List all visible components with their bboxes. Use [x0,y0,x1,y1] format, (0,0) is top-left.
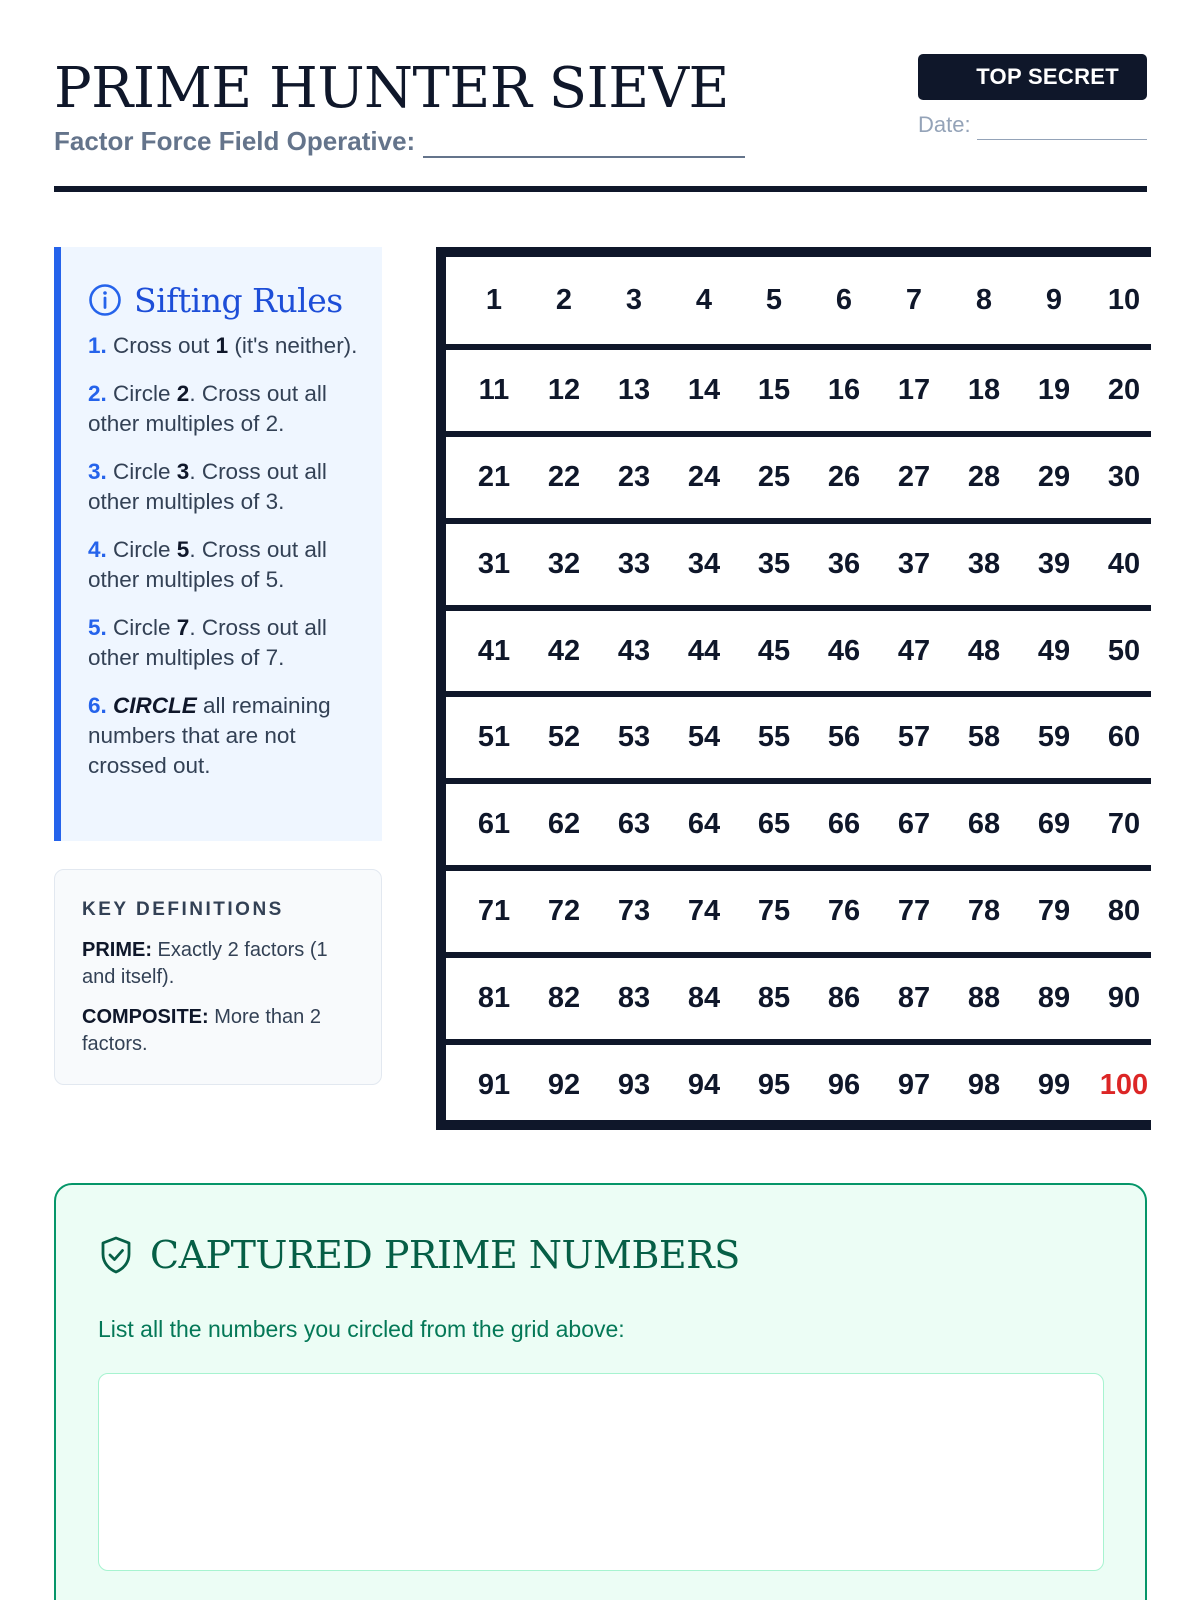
grid-number-cell[interactable]: 52 [547,721,581,754]
grid-number-cell[interactable]: 98 [967,1068,1001,1101]
rule-item [88,691,362,781]
grid-number-cell[interactable]: 37 [897,547,931,580]
date-label: Date: [918,112,971,137]
grid-number-cell[interactable]: 72 [547,895,581,928]
sifting-rules-header [88,275,362,325]
grid-number-cell[interactable]: 88 [967,982,1001,1015]
grid-number-cell[interactable]: 17 [897,373,931,406]
grid-number-cell[interactable]: 62 [547,808,581,841]
grid-number-cell[interactable]: 35 [757,547,791,580]
grid-number-cell[interactable]: 49 [1037,634,1071,667]
grid-row [446,865,1151,952]
rule-item [88,331,362,361]
grid-number-cell[interactable]: 19 [1037,373,1071,406]
rule-emphasis: CIRCLE [113,693,197,718]
grid-number-cell[interactable]: 92 [547,1068,581,1101]
rule-text: . Cross out all other multiples of 3. [88,459,327,514]
captured-primes-header [98,1227,1103,1283]
grid-number-cell[interactable]: 11 [478,373,510,406]
grid-number-cell[interactable]: 3 [625,283,643,316]
grid-row [446,344,1151,431]
grid-number-cell[interactable]: 56 [827,721,861,754]
grid-number-cell[interactable]: 83 [617,982,651,1015]
info-icon [88,283,122,317]
grid-number-cell[interactable]: 99 [1037,1068,1071,1101]
date-blank[interactable] [977,120,1147,140]
rule-text: . Cross out all other multiples of 2. [88,381,327,436]
grid-number-cell[interactable]: 73 [617,895,651,928]
sifting-rules-title: Sifting Rules [134,280,343,320]
rule-number: 5. [88,615,107,640]
composite-definition [82,1004,355,1058]
grid-number-cell[interactable]: 69 [1037,808,1071,841]
grid-number-cell[interactable]: 84 [687,982,721,1015]
composite-term: COMPOSITE: [82,1006,209,1028]
grid-row [446,431,1151,518]
grid-number-cell[interactable]: 40 [1107,547,1141,580]
grid-number-cell[interactable]: 16 [827,373,861,406]
grid-number-cell[interactable]: 9 [1045,283,1063,316]
composite-text: More than 2 factors. [82,1006,321,1055]
prime-answer-box[interactable] [98,1373,1104,1571]
grid-number-cell[interactable]: 5 [765,283,783,316]
rule-number: 6. [88,693,107,718]
grid-row [446,1039,1151,1126]
rule-text: (it's neither). [228,333,358,358]
prime-term: PRIME: [82,939,152,961]
grid-number-cell[interactable]: 91 [477,1068,511,1101]
grid-number-cell[interactable]: 54 [687,721,721,754]
grid-number-cell[interactable]: 25 [757,460,791,493]
grid-number-cell[interactable]: 59 [1037,721,1071,754]
grid-number-cell[interactable]: 44 [687,634,721,667]
grid-number-cell[interactable]: 24 [687,460,721,493]
grid-row [446,691,1151,778]
grid-number-cell[interactable]: 90 [1107,982,1141,1015]
grid-number-cell[interactable]: 70 [1107,808,1141,841]
grid-number-cell[interactable]: 14 [687,373,721,406]
operative-name-line [54,124,745,158]
grid-number-cell[interactable]: 86 [827,982,861,1015]
grid-number-cell[interactable]: 82 [547,982,581,1015]
top-secret-badge: TOP SECRET [918,54,1147,100]
grid-number-cell[interactable]: 41 [477,634,511,667]
rule-text: Circle [113,459,177,484]
date-line [918,110,1147,140]
prime-text: Exactly 2 factors (1 and itself). [82,939,328,988]
operative-name-blank[interactable] [423,134,745,158]
grid-number-cell[interactable]: 38 [967,547,1001,580]
sifting-rules-list [88,331,362,781]
grid-number-cell[interactable]: 32 [547,547,581,580]
grid-row [446,778,1151,865]
grid-number-cell[interactable]: 15 [757,373,791,406]
rule-number: 4. [88,537,107,562]
grid-number-cell[interactable]: 45 [757,634,791,667]
grid-number-cell[interactable]: 20 [1107,373,1141,406]
grid-number-cell[interactable]: 89 [1037,982,1071,1015]
grid-number-cell[interactable]: 7 [905,283,923,316]
grid-number-cell[interactable]: 78 [967,895,1001,928]
grid-number-cell[interactable]: 36 [827,547,861,580]
grid-number-cell[interactable]: 18 [967,373,1001,406]
grid-number-cell[interactable]: 85 [757,982,791,1015]
grid-number-cell[interactable]: 27 [897,460,931,493]
header-divider [54,186,1147,192]
rule-bold-number: 1 [215,333,229,358]
grid-number-cell[interactable]: 67 [897,808,931,841]
grid-row [446,257,1151,344]
key-definitions-panel [54,869,382,1085]
grid-number-cell[interactable]: 47 [897,634,931,667]
grid-number-cell[interactable]: 42 [547,634,581,667]
rule-item [88,535,362,595]
grid-number-cell[interactable]: 4 [695,283,713,316]
captured-primes-instruction: List all the numbers you circled from the grid above: [98,1316,625,1342]
operative-label: Factor Force Field Operative: [54,126,416,156]
grid-number-cell[interactable]: 39 [1037,547,1071,580]
grid-number-cell[interactable]: 87 [897,982,931,1015]
rule-text: Circle [113,381,177,406]
grid-number-cell[interactable]: 29 [1037,460,1071,493]
grid-number-cell[interactable]: 64 [687,808,721,841]
rule-item [88,379,362,439]
grid-number-cell[interactable]: 77 [897,895,931,928]
rule-text: . Cross out all other multiples of 7. [88,615,327,670]
grid-row [446,952,1151,1039]
grid-number-cell[interactable]: 2 [555,283,573,316]
grid-number-cell[interactable]: 46 [827,634,861,667]
page-title: PRIME HUNTER SIEVE [54,56,729,121]
grid-number-cell[interactable]: 30 [1107,460,1141,493]
grid-number-cell[interactable]: 21 [477,460,511,493]
rule-bold-number: 2 [176,381,190,406]
rule-number: 3. [88,459,107,484]
rule-item [88,457,362,517]
grid-number-cell[interactable]: 93 [617,1068,651,1101]
grid-number-cell[interactable]: 66 [827,808,861,841]
shield-check-icon [98,1235,134,1275]
sifting-rules-panel [54,247,382,841]
rule-bold-number: 3 [176,459,190,484]
rule-text: . Cross out all other multiples of 5. [88,537,327,592]
grid-number-cell[interactable]: 58 [967,721,1001,754]
rule-text: Circle [113,537,177,562]
rule-bold-number: 7 [176,615,190,640]
worksheet-header [54,52,1147,194]
grid-number-cell[interactable]: 53 [617,721,651,754]
grid-number-cell[interactable]: 55 [757,721,791,754]
grid-number-cell[interactable]: 68 [967,808,1001,841]
grid-number-cell[interactable]: 10 [1107,283,1141,316]
grid-number-cell[interactable]: 97 [897,1068,931,1101]
prime-definition [82,937,355,991]
grid-number-cell[interactable]: 57 [897,721,931,754]
grid-number-cell[interactable]: 71 [477,895,511,928]
grid-number-cell[interactable]: 13 [617,373,651,406]
grid-number-cell[interactable]: 33 [617,547,651,580]
grid-number-cell[interactable]: 76 [827,895,861,928]
grid-number-cell[interactable]: 28 [967,460,1001,493]
grid-number-cell[interactable]: 65 [757,808,791,841]
grid-row [446,605,1151,692]
grid-number-cell[interactable]: 95 [757,1068,791,1101]
grid-number-cell[interactable]: 74 [687,895,721,928]
captured-primes-panel [54,1183,1147,1600]
grid-number-cell[interactable]: 43 [617,634,651,667]
grid-number-cell[interactable]: 8 [975,283,993,316]
grid-number-cell[interactable]: 63 [617,808,651,841]
hundred-number-grid [436,247,1151,1130]
rule-number: 1. [88,333,107,358]
grid-row [446,518,1151,605]
grid-number-cell[interactable]: 81 [477,982,511,1015]
rule-text: Circle [113,615,177,640]
grid-number-cell[interactable]: 51 [477,721,511,754]
rule-bold-number: 5 [176,537,190,562]
grid-number-cell[interactable]: 96 [827,1068,861,1101]
rule-item [88,613,362,673]
grid-number-cell[interactable]: 26 [827,460,861,493]
grid-number-cell[interactable]: 61 [477,808,511,841]
grid-number-cell[interactable]: 94 [687,1068,721,1101]
captured-primes-title: CAPTURED PRIME NUMBERS [150,1233,740,1277]
grid-number-cell[interactable]: 12 [547,373,581,406]
grid-number-cell[interactable]: 50 [1107,634,1141,667]
grid-number-cell[interactable]: 34 [687,547,721,580]
grid-number-cell[interactable]: 22 [547,460,581,493]
grid-number-cell[interactable]: 79 [1037,895,1071,928]
grid-number-cell[interactable]: 6 [835,283,853,316]
grid-number-cell[interactable]: 1 [485,283,503,316]
grid-number-cell[interactable]: 100 [1099,1068,1149,1101]
rule-text: all remaining numbers that are not crossed out. [88,693,331,778]
rule-number: 2. [88,381,107,406]
key-definitions-title: KEY DEFINITIONS [82,899,284,920]
grid-number-cell[interactable]: 23 [617,460,651,493]
grid-number-cell[interactable]: 80 [1107,895,1141,928]
grid-number-cell[interactable]: 60 [1107,721,1141,754]
rule-text: Cross out [113,333,216,358]
grid-number-cell[interactable]: 31 [477,547,511,580]
grid-number-cell[interactable]: 48 [967,634,1001,667]
grid-number-cell[interactable]: 75 [757,895,791,928]
